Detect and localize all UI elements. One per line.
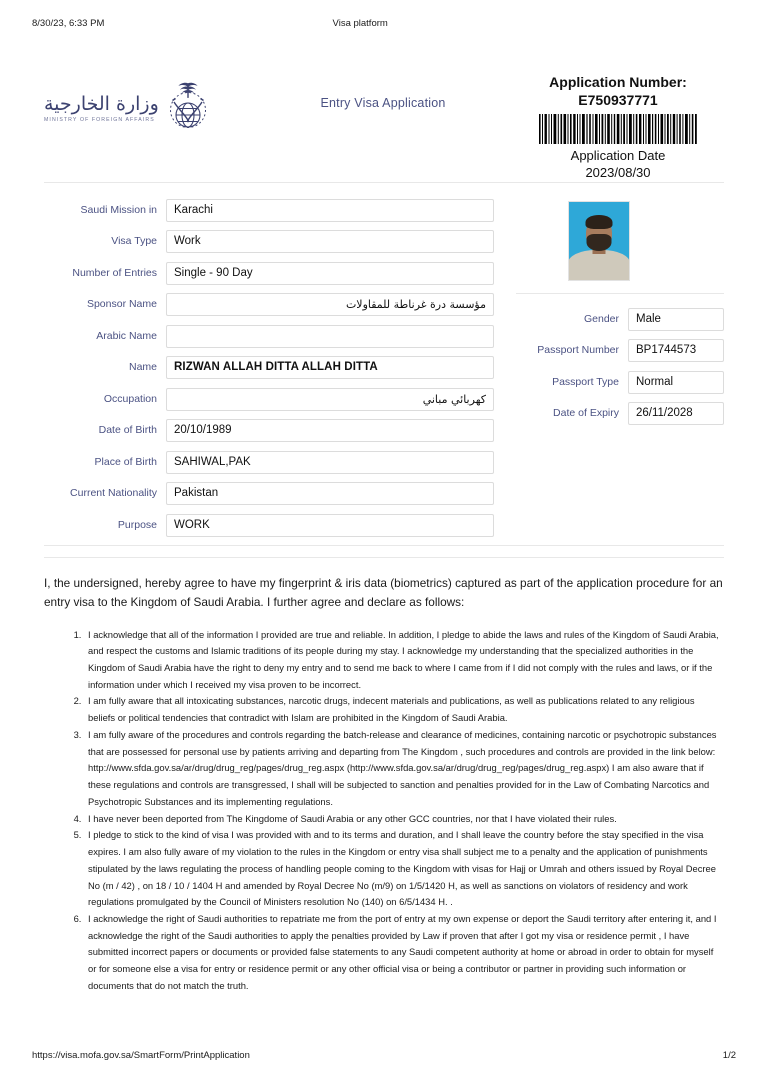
application-date-label: Application Date (570, 148, 666, 163)
field-value[interactable]: SAHIWAL,PAK (166, 451, 494, 474)
declaration-clause-list (44, 627, 724, 995)
document-sheet (0, 56, 768, 995)
field-value[interactable]: مؤسسة درة غرناطة للمقاولات (166, 293, 494, 316)
form-row (44, 482, 494, 505)
form-row (516, 402, 724, 425)
form-column-right (494, 199, 724, 546)
passport-fields (516, 308, 724, 426)
field-label: Date of Birth (98, 424, 157, 437)
applicant-photo (568, 201, 630, 281)
field-value[interactable]: Work (166, 230, 494, 253)
photo-container (516, 199, 724, 281)
form-row (44, 262, 494, 285)
field-value[interactable]: Single - 90 Day (166, 262, 494, 285)
application-date-value: 2023/08/30 (585, 164, 651, 180)
field-value[interactable]: BP1744573 (628, 339, 724, 362)
field-value[interactable]: Normal (628, 371, 724, 394)
document-title-block (254, 66, 512, 110)
ministry-logo (44, 66, 254, 137)
saudi-emblem-icon (165, 80, 213, 137)
declaration-clause (84, 627, 724, 694)
form-row (44, 388, 494, 411)
clause-text: 1. I acknowledge that all of the information I provided are true and reliable. In addition, I pledge to abide the laws and rules of the Kingdom of Saudi Arabia, and respect the customs and Islamic traditions of its people during my stay. I acknowledge my understanding that the specialized authorities in the Kingdom of Saudi Arabia have the right to deny my entry and to send me back to where I came from if I did not comply with the rules and laws, or if the information under which I received my visa proven to be incorrect. (88, 628, 719, 690)
field-label: Arabic Name (96, 329, 157, 342)
clause-text: 6. I acknowledge the right of Saudi authorities to repatriate me from the port of entry at my own expense or deport the Saudi territory after entering it, and I acknowledge the right of the Saudi authorities to apply the penalties provided by Law if proven that after I got my visa or residence permit , I have submitted incorrect papers or documents or provided false statements to any Saudi competent authority at home or abroad in order to obtain for myself or for someone else a visa for entry or residence permit or any other official visa or being a contributor or partner in providing such information or documents that do not match the truth. (88, 912, 717, 991)
print-url: https://visa.mofa.gov.sa/SmartForm/PrintApplication (32, 1050, 250, 1061)
clause-text: http://www.sfda.gov.sa/ar/drug/drug_reg/pages/drug_reg.aspx (http://www.sfda.gov.sa/ar/drug/drug_reg/pages/drug_reg.aspx) I am also aware that if these regulations and controls are transgressed, I shall will be subjected to sanction and penalties provided for in the Law of Combating Narcotics and Psychotropic Substances and its implementing regulations. (88, 762, 710, 807)
field-label: Visa Type (111, 235, 157, 248)
form-row (44, 419, 494, 442)
form-row (516, 308, 724, 331)
right-column-divider (516, 293, 724, 294)
field-value[interactable]: WORK (166, 514, 494, 537)
form-row (44, 356, 494, 379)
field-label: Name (128, 361, 157, 374)
field-label: Purpose (117, 518, 157, 531)
form-row (516, 339, 724, 362)
clause-text: 2. I am fully aware that all intoxicating substances, narcotic drugs, indecent materials and publications, as well as publications related to any religious beliefs or political tendencies that contradict with Islam are prohibited in the Kingdom of Saudi Arabia. (88, 695, 695, 724)
declaration-divider-top (44, 545, 724, 546)
ministry-logo-arabic-text: وزارة الخارجية (44, 92, 159, 115)
barcode-image (538, 114, 698, 144)
declaration-intro: I, the undersigned, hereby agree to have my fingerprint & iris data (biometrics) captured as part of the application procedure for an entry visa to the Kingdom of Saudi Arabia. I further agree and declare as follows: (44, 576, 723, 610)
form-area (44, 183, 724, 546)
field-label: Number of Entries (72, 266, 157, 279)
field-label: Gender (583, 312, 619, 325)
print-page-number: 1/2 (722, 1050, 736, 1061)
field-label: Current Nationality (70, 487, 157, 500)
page-title: Entry Visa Application (320, 96, 446, 110)
ministry-logo-english-text: MINISTRY OF FOREIGN AFFAIRS (44, 117, 155, 124)
print-footer (0, 1050, 768, 1061)
form-row (44, 451, 494, 474)
application-number-label: Application Number: (549, 74, 687, 90)
field-label: Occupation (103, 392, 157, 405)
clause-text: 4. I have never been deported from The Kingdome of Saudi Arabia or any other GCC countries, nor that I have violated their rules. (88, 812, 617, 824)
declaration-clause (84, 727, 724, 811)
application-number-block (512, 66, 724, 182)
field-value[interactable]: RIZWAN ALLAH DITTA ALLAH DITTA (166, 356, 494, 379)
application-number-value: E750937771 (578, 91, 658, 108)
field-label: Passport Type (552, 375, 619, 388)
declaration-clause (84, 911, 724, 995)
form-row (44, 325, 494, 348)
field-value[interactable] (166, 325, 494, 348)
field-label: Saudi Mission in (80, 203, 157, 216)
field-value[interactable]: Pakistan (166, 482, 494, 505)
field-value[interactable]: كهربائي مباني (166, 388, 494, 411)
field-label: Sponsor Name (86, 298, 157, 311)
field-value[interactable]: Male (628, 308, 724, 331)
declaration-clause (84, 811, 724, 828)
field-label: Place of Birth (94, 455, 157, 468)
masthead (44, 56, 724, 182)
clause-text: 3. I am fully aware of the procedures and controls regarding the batch-release and clearance of medicines, containing narcotic or psychotropic substances that are possessed for personal use by patients arriving and departing from The Kingdom , such procedures and controls are provided in the link below: (88, 728, 717, 757)
field-value[interactable]: 20/10/1989 (166, 419, 494, 442)
field-value[interactable]: 26/11/2028 (628, 402, 724, 425)
field-value[interactable]: Karachi (166, 199, 494, 222)
field-label: Passport Number (537, 344, 619, 357)
declaration-clause (84, 827, 724, 911)
print-header (0, 18, 768, 29)
form-row (516, 371, 724, 394)
print-timestamp: 8/30/23, 6:33 PM (32, 18, 105, 29)
declaration-clause (84, 693, 724, 726)
form-row (44, 199, 494, 222)
form-row (44, 230, 494, 253)
form-row (44, 514, 494, 537)
clause-text: 5. I pledge to stick to the kind of visa I was provided with and to its terms and duration, and I shall leave the country before the stay specified in the visa expires. I am also fully aware of my violation to the rules in the Kingdom or entry visa shall subject me to a penalty and the application of punishments stipulated by the laws regulating the process of handling people coming to the Kingdom with visas for Hajj or Umrah and others issued by Royal Decree No (m / 42) , on 18 / 10 / 1404 H and amended by Royal Decree No (m/9) on 1/5/1420 H, as well as sanctions on violators of residency and work regulations promulgated by the Council of Ministers resolution No (140) on 6/5/1434 H. . (88, 829, 716, 908)
print-page-title: Visa platform (332, 18, 388, 29)
form-column-left (44, 199, 494, 546)
form-row (44, 293, 494, 316)
field-label: Date of Expiry (553, 407, 619, 420)
